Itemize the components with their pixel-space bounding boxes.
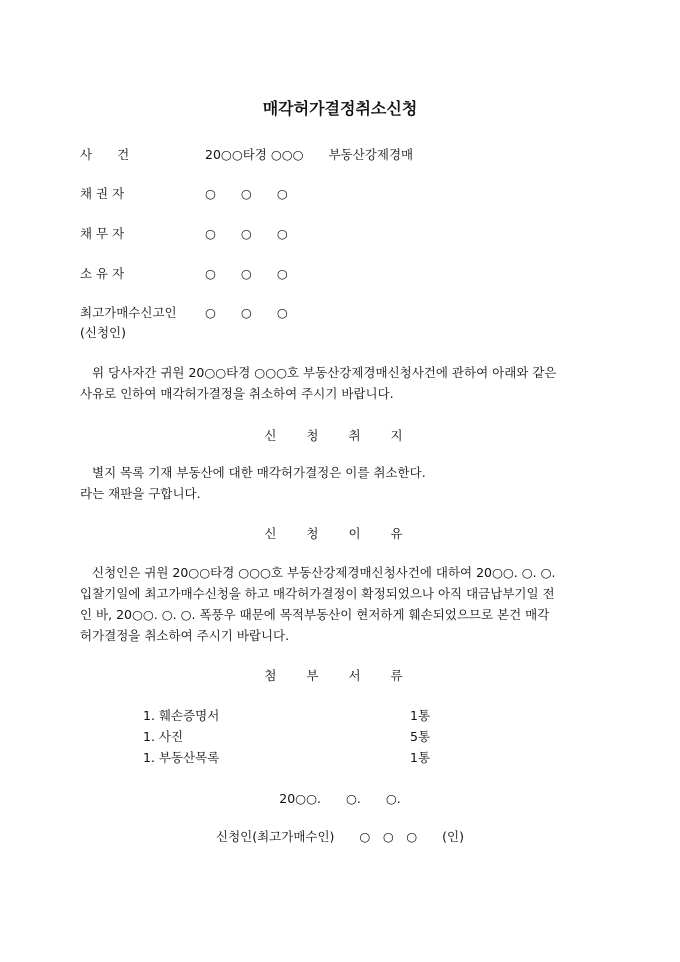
purpose-heading: 신 청 취 지 — [264, 428, 416, 443]
purpose-line: 별지 목록 기재 부동산에 대한 매각허가결정은 이를 취소한다. — [92, 465, 426, 480]
signature-line: 신청인(최고가매수인) ○ ○ ○ (인) — [216, 829, 464, 844]
bidder-value: ○ ○ ○ — [205, 305, 288, 320]
reason-heading: 신 청 이 유 — [264, 526, 416, 541]
reason-line: 신청인은 귀원 20○○타경 ○○○호 부동산강제경매신청사건에 대하여 20○○. ○. ○. — [92, 565, 556, 580]
attachment-count: 1통 — [410, 708, 431, 723]
purpose-line: 라는 재판을 구합니다. — [80, 486, 201, 501]
bidder-label: 최고가매수신고인 — [80, 305, 177, 320]
reason-line: 허가결정을 취소하여 주시기 바랍니다. — [80, 628, 290, 643]
purpose-paragraph — [80, 462, 600, 504]
intro-line: 위 당사자간 귀원 20○○타경 ○○○호 부동산강제경매신청사건에 관하여 아래와 같은 — [92, 365, 557, 380]
creditor-label: 채 권 자 — [80, 186, 125, 201]
owner-value: ○ ○ ○ — [205, 266, 288, 281]
attachment-count: 5통 — [410, 729, 431, 744]
case-label: 사 건 — [80, 147, 130, 162]
attachment-count: 1통 — [410, 750, 431, 765]
reason-line: 입찰기일에 최고가매수신청을 하고 매각허가결정이 확정되었으나 아직 대금납부기일 전 — [80, 586, 555, 601]
owner-label: 소 유 자 — [80, 266, 125, 281]
attachment-name: 1. 사진 — [143, 729, 184, 744]
attachment-name: 1. 부동산목록 — [143, 750, 220, 765]
debtor-value: ○ ○ ○ — [205, 226, 288, 241]
intro-paragraph — [80, 362, 600, 404]
creditor-value: ○ ○ ○ — [205, 186, 288, 201]
document-title: 매각허가결정취소신청 — [262, 99, 418, 118]
intro-line: 사유로 인하여 매각허가결정을 취소하여 주시기 바랍니다. — [80, 386, 394, 401]
attachments-heading: 첨 부 서 류 — [264, 668, 416, 683]
case-value: 20○○타경 ○○○ 부동산강제경매 — [205, 147, 414, 162]
reason-line: 인 바, 20○○. ○. ○. 폭풍우 때문에 목적부동산이 현저하게 훼손되었으므로 본건 매각 — [80, 607, 550, 622]
applicant-label: (신청인) — [80, 325, 126, 340]
reason-paragraph — [80, 562, 600, 646]
attachment-name: 1. 훼손증명서 — [143, 708, 220, 723]
debtor-label: 채 무 자 — [80, 226, 125, 241]
document-date: 20○○. ○. ○. — [279, 791, 401, 806]
